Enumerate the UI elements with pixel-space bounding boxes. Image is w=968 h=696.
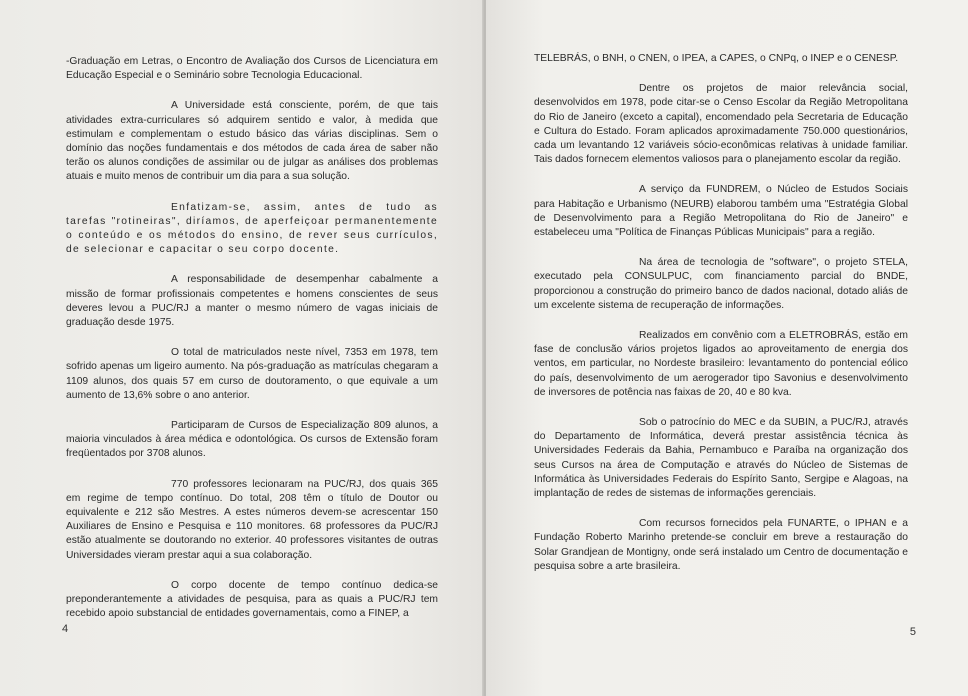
paragraph: -Graduação em Letras, o Encontro de Avaliação dos Cursos de Licenciatura em Educação Especial e o Seminário sobre Tecnologia Educacional. bbox=[66, 56, 438, 82]
paragraph: Dentre os projetos de maior relevância social, desenvolvidos em 1978, pode citar-se o Censo Escolar da Região Metropolitana do Rio de Janeiro (exceto a capital), encomendado pela Secretaria de Educação e Cultura do Estado. Foram aplicados aproximadamente 750.000 questionários, cada um levantando 12 variáveis sócio-econômicas relativas à unidade familiar. Tais dados fornecem elementos valiosos para o planejamento escolar da região. bbox=[534, 83, 908, 166]
page-number: 5 bbox=[909, 626, 916, 638]
paragraph: A serviço da FUNDREM, o Núcleo de Estudos Sociais para Habitação e Urbanismo (NEURB) elaborou também uma "Estratégia Global de Desenvolvimento para a Região Metropolitana do Rio de Janeiro" e estabeleceu uma "Política de Finanças Públicas Municipais" para a região. bbox=[534, 184, 908, 239]
paragraph: Participaram de Cursos de Especialização 809 alunos, a maioria vinculados à área médica e odontológica. Os cursos de Extensão foram freqüentados por 3708 alunos. bbox=[66, 420, 438, 460]
paragraph: O corpo docente de tempo contínuo dedica-se preponderantemente a atividades de pesquisa, para as quais a PUC/RJ tem recebido apoio substancial de entidades governamentais, como a FINEP, a bbox=[66, 579, 438, 620]
paragraph: O total de matriculados neste nível, 7353 em 1978, tem sofrido apenas um ligeiro aumento. Na pós-graduação as matrículas chegaram a 1109 alunos, dos quais 57 em curso de doutoramento, o que equivale a um aumento de 13,6% sobre o ano anterior. bbox=[66, 347, 438, 401]
paragraph: Com recursos fornecidos pela FUNARTE, o IPHAN e a Fundação Roberto Marinho pretende-se concluir em breve a restauração do Solar Grandjean de Montigny, onde será instalado um Centro de documentação e pesquisa sobre a arte brasileira. bbox=[534, 518, 908, 572]
right-page bbox=[486, 0, 968, 696]
paragraph: Na área de tecnologia de "software", o projeto STELA, executado pela CONSULPUC, com financiamento parcial do BNDE, proporcionou a construção do primeiro banco de dados nacional, dotado aliás de um excelente sistema de recuperação de informações. bbox=[534, 257, 908, 311]
paragraph: A Universidade está consciente, porém, de que tais atividades extra-curriculares só adquirem sentido e valor, à medida que estimulam e complementam o estudo básico das várias disciplinas. Sem o domínio das noções fundamentais e dos métodos de cada área de saber não terão os alunos condições de assimilar ou de julgar as análises dos problemas atuais e muito menos de contribuir um dia para a sua solução. bbox=[66, 100, 438, 183]
right-page-text bbox=[534, 52, 908, 590]
left-page-text bbox=[66, 55, 438, 638]
page-number: 4 bbox=[62, 623, 69, 635]
paragraph: Realizados em convênio com a ELETROBRÁS, estão em fase de conclusão vários projetos ligados ao aproveitamento de energia dos ventos, em particular, no Nordeste brasileiro: levantamento do pontencial eólico do país, desenvolvimento de um aerogerador tipo Savonius e desenvolvimento de inversores de potência nas faixas de 20, 40 e 80 kva. bbox=[534, 330, 908, 398]
paragraph: Sob o patrocínio do MEC e da SUBIN, a PUC/RJ, através do Departamento de Informática, deverá prestar assistência técnica às Universidades Federais da Bahia, Pernambuco e Paraíba na organização dos seus Cursos na área de Computação e através do Núcleo de Sistemas de Informática às Universidades Federais do Espírito Santo, Sergipe e Alagoas, na implantação de redes de sistemas de informações gerenciais. bbox=[534, 417, 908, 500]
paragraph: Enfatizam-se, assim, antes de tudo as tarefas "rotineiras", diríamos, de aperfeiçoar permanentemente o conteúdo e os métodos do ensino, de rever seus currículos, de selecionar e capacitar o seu corpo docente. bbox=[66, 201, 438, 256]
paragraph: 770 professores lecionaram na PUC/RJ, dos quais 365 em regime de tempo contínuo. Do total, 208 têm o título de Doutor ou equivalente e 212 são Mestres. A estes números devem-se acrescentar 150 Auxiliares de Ensino e Pesquisa e 110 monitores. 68 professores da PUC/RJ estão atualmente se doutorando no exterior. 40 professores visitantes de outras Universidades vieram prestar aqui a sua colaboração. bbox=[66, 478, 438, 561]
paragraph: A responsabilidade de desempenhar cabalmente a missão de formar profissionais competentes e homens conscientes de seus deveres levou a PUC/RJ a manter o mesmo número de vagas iniciais de graduação desde 1975. bbox=[66, 274, 438, 329]
paragraph: TELEBRÁS, o BNH, o CNEN, o IPEA, a CAPES, o CNPq, o INEP e o CENESP. bbox=[534, 53, 899, 64]
